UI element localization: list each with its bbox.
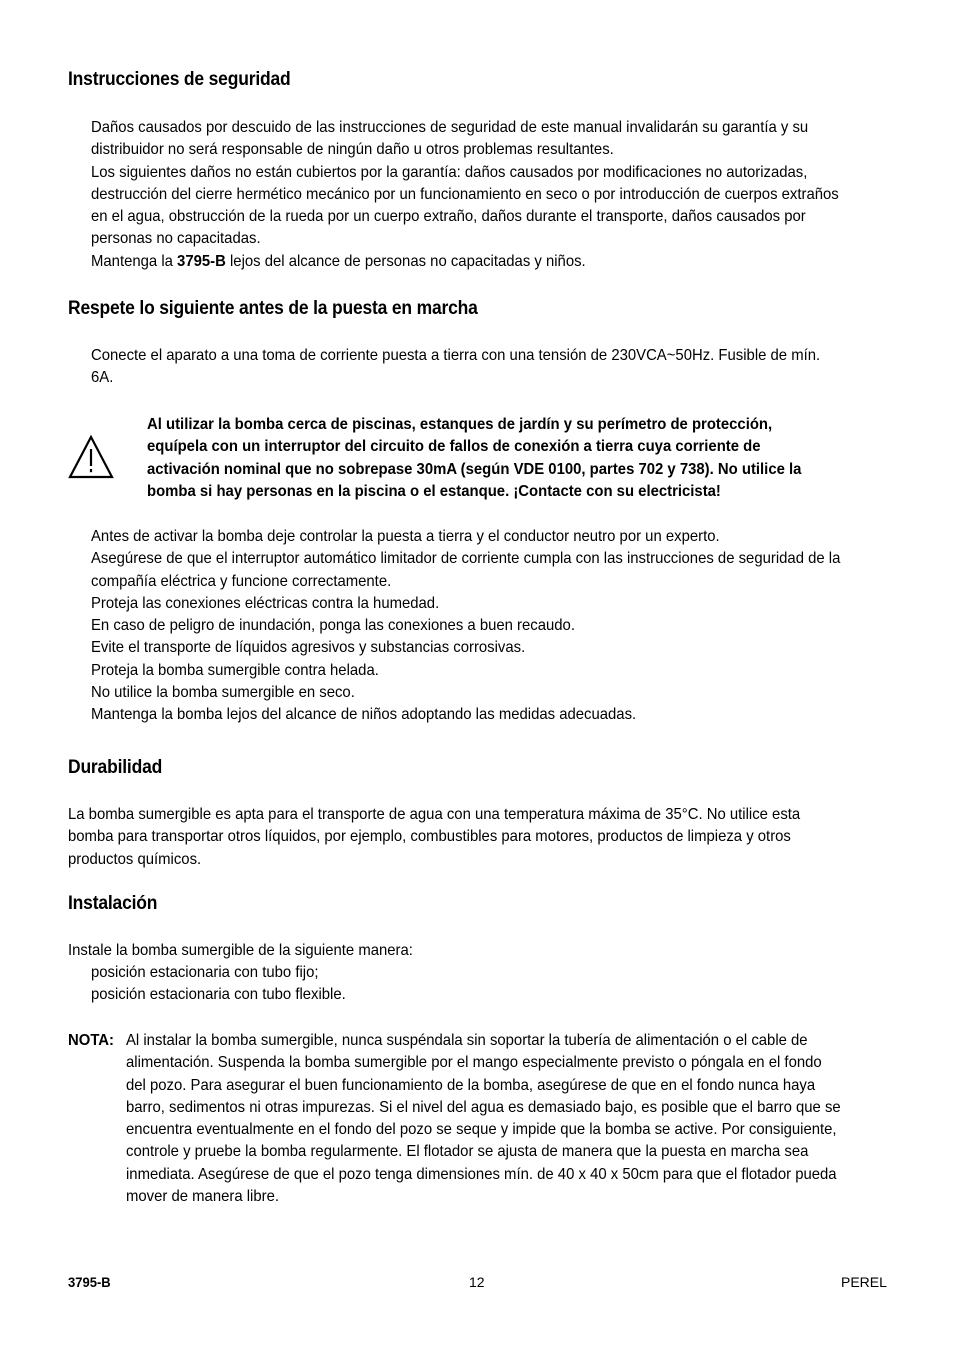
- text-line: Proteja la bomba sumergible contra helada.: [91, 661, 379, 679]
- heading-before-start: Respete lo siguiente antes de la puesta en marcha: [68, 298, 478, 319]
- text-line: Asegúrese de que el interruptor automático limitador de corriente cumpla con las instrucciones de seguridad de la: [91, 550, 841, 568]
- durability-paragraph: [68, 804, 800, 871]
- keep-away-line: [91, 251, 839, 273]
- keep-suffix: lejos del alcance de personas no capacitadas y niños.: [225, 252, 586, 270]
- text-line: personas no capacitadas.: [91, 230, 261, 248]
- text-line: Evite el transporte de líquidos agresivos y substancias corrosivas.: [91, 639, 526, 657]
- list-item: posición estacionaria con tubo fijo;: [91, 964, 319, 981]
- model-number: 3795-B: [177, 252, 226, 270]
- keep-prefix: Mantenga la: [91, 252, 178, 270]
- footer-brand: PEREL: [841, 1274, 887, 1290]
- text-line: Al instalar la bomba sumergible, nunca suspéndala sin soportar la tubería de alimentación o el cable de: [126, 1032, 808, 1049]
- heading-durability: Durabilidad: [68, 757, 163, 778]
- text-line: mover de manera libre.: [126, 1188, 279, 1206]
- text-line: 6A.: [91, 369, 114, 387]
- text-line: La bomba sumergible es apta para el transporte de agua con una temperatura máxima de 35°C. No utilice esta: [68, 806, 801, 823]
- heading-safety: Instrucciones de seguridad: [68, 69, 291, 90]
- text-line: distribuidor no será responsable de ningún daño u otros problemas resultantes.: [91, 141, 614, 159]
- text-line: compañía eléctrica y funcione correctamente.: [91, 572, 392, 590]
- text-line: Los siguientes daños no están cubiertos por la garantía: daños causados por modificaciones no autorizadas,: [91, 163, 808, 181]
- text-line: productos químicos.: [68, 850, 202, 868]
- text-line: Proteja las conexiones eléctricas contra la humedad.: [91, 594, 440, 612]
- warning-triangle-icon: [68, 434, 114, 480]
- heading-installation: Instalación: [68, 893, 158, 914]
- text-line: En caso de peligro de inundación, ponga las conexiones a buen recaudo.: [91, 617, 575, 635]
- warning-line: bomba si hay personas en la piscina o el estanque. ¡Contacte con su electricista!: [147, 482, 721, 500]
- text-line: Antes de activar la bomba deje controlar la puesta a tierra y el conductor neutro por un experto.: [91, 528, 720, 545]
- installation-options: [91, 962, 346, 1007]
- text-line: del pozo. Para asegurar el buen funcionamiento de la bomba, asegúrese de que en el fondo nunca haya: [126, 1076, 816, 1094]
- text-line: alimentación. Suspenda la bomba sumergible por el mango especialmente previsto o póngala en el fondo: [126, 1054, 822, 1072]
- installation-intro: Instale la bomba sumergible de la siguiente manera:: [68, 942, 413, 959]
- warning-line: activación nominal que no sobrepase 30mA (según VDE 0100, partes 702 y 738). No utilice la: [147, 460, 802, 478]
- text-line: Mantenga la bomba lejos del alcance de niños adoptando las medidas adecuadas.: [91, 706, 637, 724]
- warning-text: [147, 414, 801, 503]
- note-body: [126, 1030, 841, 1208]
- list-item: posición estacionaria con tubo flexible.: [91, 986, 346, 1004]
- footer-model: 3795-B: [68, 1274, 111, 1290]
- connection-paragraph: [91, 345, 820, 390]
- text-line: destrucción del cierre hermético mecánico por un funcionamiento en seco o por introducción de cuerpos extraños: [91, 185, 839, 203]
- text-line: en el agua, obstrucción de la rueda por un cuerpo extraño, daños durante el transporte, daños causados por: [91, 208, 806, 226]
- text-line: encuentra eventualmente en el fondo del pozo se seque y impide que la bomba se active. Por consiguiente,: [126, 1121, 837, 1139]
- text-line: Daños causados por descuido de las instrucciones de seguridad de este manual invalidarán su garantía y su: [91, 119, 809, 136]
- footer-page-number: 12: [469, 1274, 485, 1290]
- text-line: No utilice la bomba sumergible en seco.: [91, 684, 355, 702]
- safety-paragraph: [91, 117, 839, 273]
- note-label: NOTA:: [68, 1032, 115, 1049]
- warning-line: Al utilizar la bomba cerca de piscinas, estanques de jardín y su perímetro de protección,: [147, 416, 773, 433]
- precautions-list: [91, 526, 840, 727]
- text-line: controle y pruebe la bomba regularmente. El flotador se ajusta de manera que la puesta en marcha sea: [126, 1143, 809, 1161]
- text-line: Conecte el aparato a una toma de corriente puesta a tierra con una tensión de 230VCA~50Hz. Fusible de mín.: [91, 347, 821, 364]
- text-line: bomba para transportar otros líquidos, por ejemplo, combustibles para motores, productos de limpieza y otros: [68, 828, 791, 846]
- text-line: inmediata. Asegúrese de que el pozo tenga dimensiones mín. de 40 x 40 x 50cm para que el flotador pueda: [126, 1165, 837, 1183]
- warning-line: equípela con un interruptor del circuito de fallos de conexión a tierra cuya corriente de: [147, 438, 761, 456]
- text-line: barro, sedimentos ni otras impurezas. Si el nivel del agua es demasiado bajo, es posible que el barro que se: [126, 1098, 841, 1116]
